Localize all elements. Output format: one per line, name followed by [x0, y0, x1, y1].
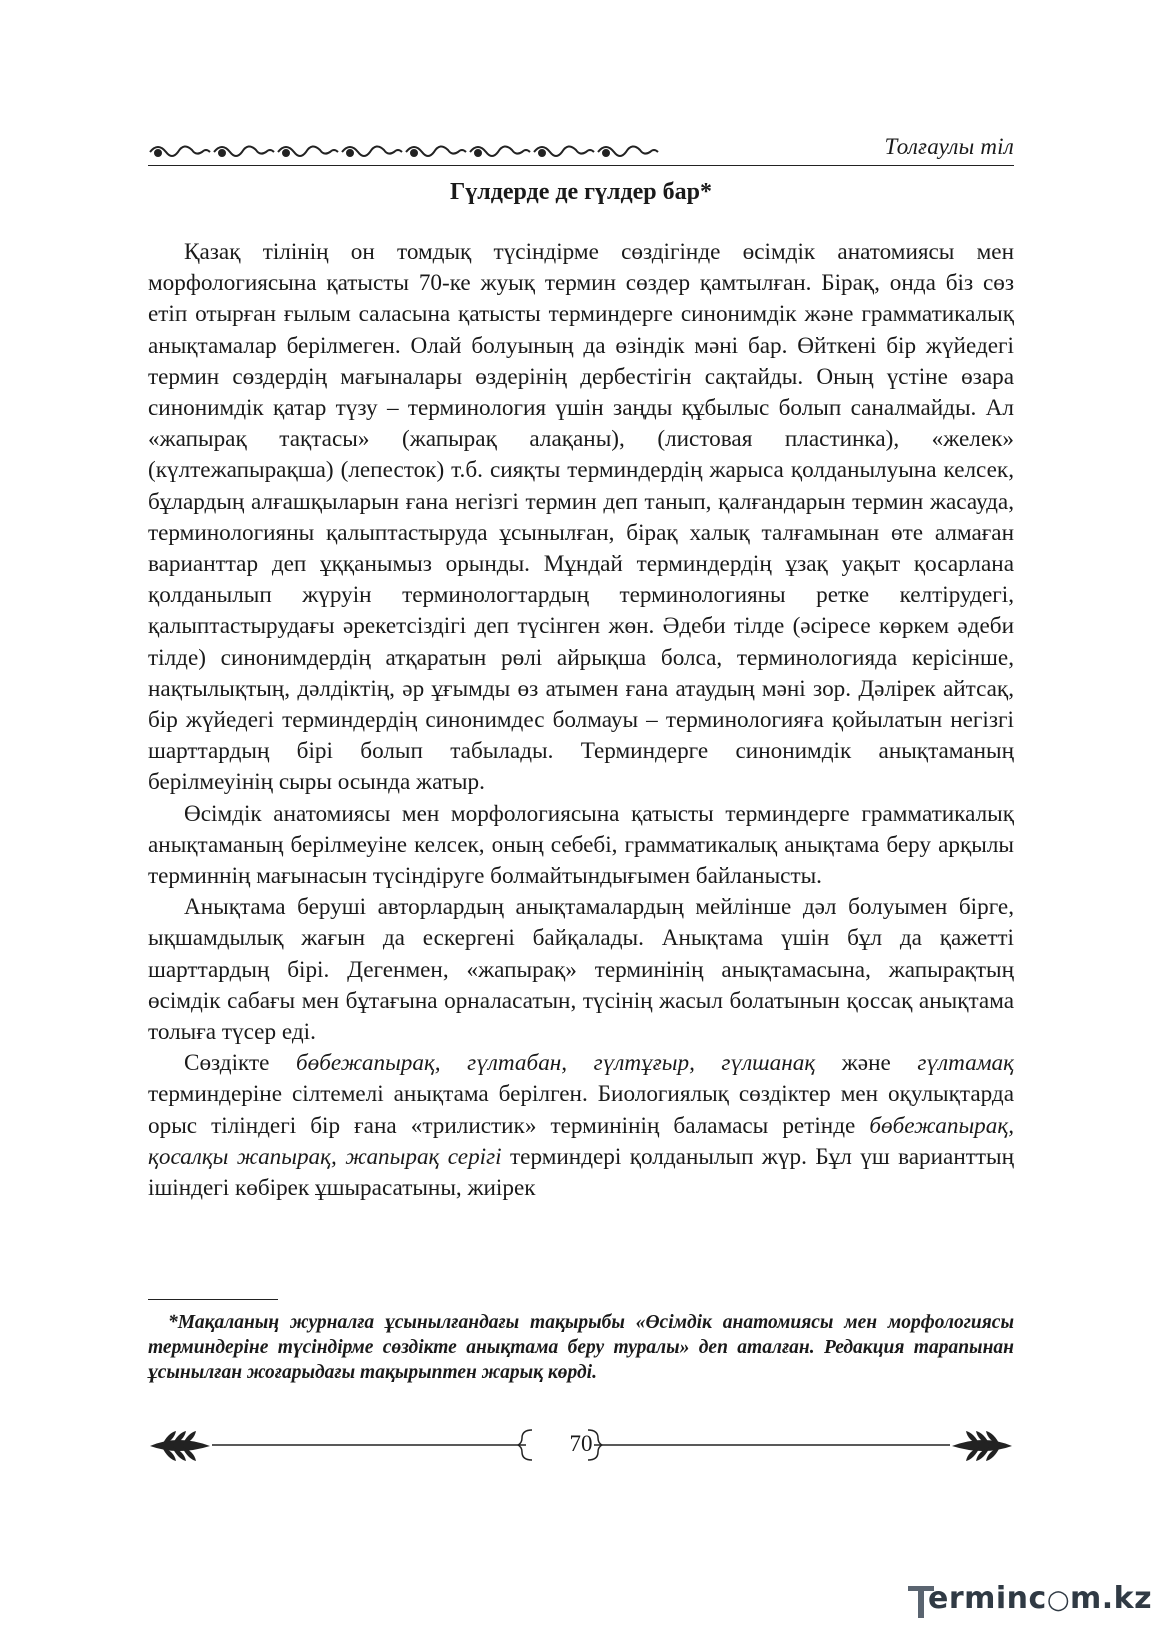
italic-term: гүлтамақ: [917, 1050, 1014, 1077]
scroll-dot: [155, 150, 161, 156]
page-header: [148, 132, 1014, 166]
paragraph-text: Қазақ тілінің он томдық түсіндірме сөздігінде өсімдік анатомиясы мен морфологиясына қатысты 70-ке жуық термин сөздер қамтылған. Бірақ, онда біз сөз етіп отырған ғылым саласына қатысты терминдерге синонимдік және грамматикалық анықтамалар берілмеген. Олай болуының да өзіндік мәні бар. Өйткені бір жүйедегі термин сөздердің мағыналары өздерінің дербестігін сақтайды. Оның үстіне өзара синонимдік қатар түзу – терминология үшін заңды құбылыс болып саналмайды. Ал «жапырақ тақтасы» (жапырақ алақаны), (листовая пластинка), «желек» (күлтежапырақша) (лепесток) т.б. сияқты терминдердің жарыса қолданылуына келсек, бұлардың алғашқыларын ғана негізгі термин деп танып, қалғандарын термин жасауда, терминологияны қалыптастыруда ұсынылған, бірақ халық талғамынан өте алмаған варианттар деп ұққанымыз орынды. Мұндай терминдердің ұзақ уақыт қосарлана қолданылып жүруін терминологтардың терминологияны ретке келтірудегі, қалыптастырудағы әрекетсіздігі деп түсінген жөн. Әдеби тілде (әсіресе көркем әдеби тілде) синонимдердің атқаратын рөлі айрықша болса, терминологияда керісінше, нақтылықтың, дәлдіктің, әр ұғымды өз атымен ғана атаудың мәні зор. Дәлірек айтсақ, бір жүйедегі терминдердің синонимдес болмауы – терминологияға қойылатын негізгі шарттардың бірі болып табылады. Терминдерге синонимдік анықтаманың берілмеуінің сыры осында жатыр.: [148, 239, 1014, 796]
scroll-dot: [219, 150, 225, 156]
footnote-rule: [148, 1299, 278, 1300]
scroll-dot: [539, 150, 545, 156]
decorative-scroll-ornament-icon: [148, 138, 668, 164]
body-paragraph: [148, 1048, 1014, 1204]
paragraph-text: Сөздікте: [184, 1050, 296, 1077]
footnote: *Мақаланың журналға ұсынылғандағы тақырыбы «Өсімдік анатомиясы мен морфологиясы терминдеріне түсіндірме сөздікте анықтама беру туралы» деп аталған. Редакция тарапынан ұсынылған жоғарыдағы тақырыптен жарық көрді.: [148, 1312, 1014, 1383]
page-number: 70: [569, 1431, 593, 1456]
body-paragraph: [148, 237, 1014, 799]
watermark-text: erminc○m.kz: [928, 1581, 1152, 1616]
scroll-dot: [347, 150, 353, 156]
italic-term: бөбежапырақ, қосалқы жапырақ, жапырақ серігі: [148, 1112, 1014, 1170]
italic-term: бөбежапырақ, гүлтабан, гүлтұғыр, гүлшанақ: [295, 1050, 816, 1077]
watermark-label: [906, 1581, 1145, 1616]
scroll-dot: [283, 150, 289, 156]
scroll-dot: [411, 150, 417, 156]
paragraph-text: терминдері қолданылып жүр. Бұл үш варианттың ішіндегі көбірек ұшырасатыны, жиірек: [148, 1143, 1014, 1202]
body-paragraph: [148, 799, 1014, 893]
page-footer: [148, 1426, 1014, 1466]
header-rule: [148, 165, 1014, 166]
article-body: [148, 237, 1014, 1204]
watermark-logo: [906, 1580, 1153, 1624]
running-title: Толғаулы тіл: [884, 134, 1014, 159]
paragraph-text: Өсімдік анатомиясы мен морфологиясына қатысты терминдерге грамматикалық анықтаманың берілмеуіне келсек, оның себебі, грамматикалық анықтама беру арқылы терминнің мағынасын түсіндіруге болмайтындығымен байланысты.: [148, 800, 1014, 890]
article-title: Гүлдерде де гүлдер бар*: [450, 179, 712, 205]
body-paragraph: [148, 892, 1014, 1048]
paragraph-text: терминдеріне сілтемелі анықтама берілген. Биологиялық сөздіктер мен оқулықтарда орыс тіліндегі бір ғана «трилистик» терминінің баламасы ретінде: [148, 1081, 1014, 1139]
scroll-dot: [475, 150, 481, 156]
scroll-dot: [603, 150, 609, 156]
paragraph-text: және: [815, 1050, 918, 1077]
paragraph-text: Анықтама беруші авторлардың анықтамалардың мейлінше дәл болуымен бірге, ықшамдылық жағын да ескергені байқалады. Анықтама үшін бұл да қажетті шарттардың бірі. Дегенмен, «жапырақ» терминінің анықтамасына, жапырақтың өсімдік сабағы мен бұтағына орналасатын, түсінің жасыл болатынын қоссақ анықтама толыға түсер еді.: [148, 894, 1014, 1046]
